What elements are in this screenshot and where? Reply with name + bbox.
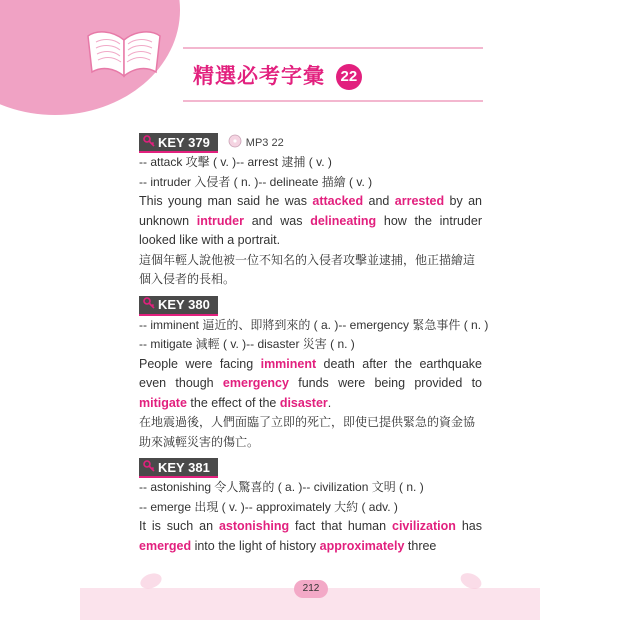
vocab-line: -- mitigate 減輕 ( v. )-- disaster 災害 ( n. ): [139, 337, 355, 351]
sentence-text: This young man said he was: [139, 194, 313, 208]
sentence-text: the effect of the: [186, 395, 280, 410]
sentence-text: into the light of history: [191, 538, 320, 553]
page-title-text: 精選必考字彙: [193, 65, 325, 88]
key-header: [139, 296, 482, 316]
sentence-text: has: [455, 519, 482, 533]
highlighted-word: astonishing: [218, 519, 290, 533]
sentence-text: and: [363, 194, 395, 208]
highlighted-word: arrested: [394, 194, 445, 208]
sentence-text: .: [327, 395, 332, 410]
example-sentence: [139, 192, 482, 251]
highlighted-word: attacked: [312, 194, 364, 208]
key-label-text: KEY 380: [158, 297, 210, 312]
highlighted-word: mitigate: [139, 395, 187, 410]
sentence-text: three: [404, 538, 437, 553]
vocabulary-content: [139, 133, 489, 556]
key-label-text: KEY 379: [158, 134, 210, 150]
page-title: [193, 60, 362, 90]
header-rule-top: [183, 47, 483, 49]
sentence-text: how the intruder looked like with a portrait.: [139, 213, 482, 247]
key-header: [139, 458, 482, 478]
vocab-line: -- attack 攻擊 ( v. )-- arrest 逮捕 ( v. ): [139, 155, 332, 169]
sentence-text: funds were being provided to: [288, 376, 482, 390]
key-icon: [143, 460, 155, 475]
example-sentence: [139, 355, 482, 414]
sentence-text: death after the earthquake even though: [139, 356, 482, 390]
chinese-translation: 在地震過後，人們面臨了立即的死亡，即使已提供緊急的資金協助來減輕災害的傷亡。: [139, 415, 476, 449]
book-icon: [84, 26, 164, 82]
page-number: 212: [294, 580, 328, 598]
vocab-line: -- intruder 入侵者 ( n. )-- delineate 描繪 ( v. ): [139, 174, 373, 189]
highlighted-word: emerged: [139, 538, 192, 553]
key-label-text: KEY 381: [158, 459, 210, 475]
sentence-text: by an unknown: [139, 194, 482, 228]
vocab-line: -- astonishing 令人驚喜的 ( a. )-- civilization 文明 ( n. ): [139, 480, 424, 494]
example-sentence: [139, 517, 482, 556]
sentence-text: It is such an: [139, 519, 219, 533]
chinese-translation: 這個年輕人說他被一位不知名的入侵者攻擊並逮捕，他正描繪這個入侵者的長相。: [139, 252, 476, 286]
highlighted-word: delineating: [310, 213, 377, 228]
key-header: [139, 133, 482, 153]
highlighted-word: imminent: [260, 356, 317, 371]
highlighted-word: civilization: [392, 519, 456, 533]
key-icon: [143, 135, 155, 150]
sentence-text: and was: [243, 213, 311, 228]
sentence-text: People were facing: [139, 356, 261, 371]
title-badge: 22: [336, 64, 362, 90]
cd-icon[interactable]: [228, 134, 242, 153]
key-label: [139, 296, 218, 316]
highlighted-word: intruder: [196, 213, 244, 228]
key-icon: [143, 297, 155, 312]
key-label: [139, 133, 218, 153]
highlighted-word: emergency: [222, 376, 289, 390]
mp3-label[interactable]: MP3 22: [245, 137, 284, 149]
highlighted-word: approximately: [319, 538, 405, 553]
sentence-text: fact that human: [289, 519, 392, 533]
vocab-line: -- imminent 逼近的、即將到來的 ( a. )-- emergency 緊急事件 ( n. ): [139, 317, 489, 332]
highlighted-word: disaster: [279, 395, 328, 410]
vocab-line: -- emerge 出現 ( v. )-- approximately 大約 ( adv. ): [139, 499, 398, 514]
key-label: [139, 458, 218, 478]
header-rule-bottom: [183, 100, 483, 102]
